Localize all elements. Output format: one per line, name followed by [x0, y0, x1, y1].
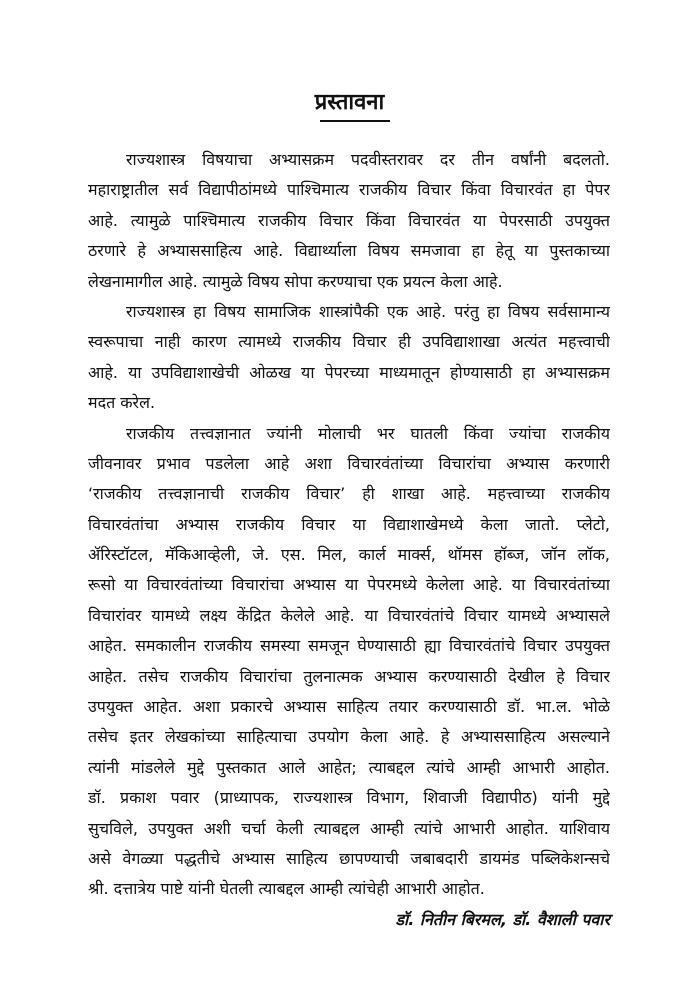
paragraph-line: तसेच इतर लेखकांच्या साहित्याचा उपयोग केला आहे. हे अभ्याससाहित्य असल्याने	[88, 727, 610, 747]
paragraph-line: आहे. त्यामुळे पाश्चिमात्य राजकीय विचार किंवा विचारवंत या पेपरसाठी उपयुक्त	[88, 210, 610, 230]
paragraph-line: विचारांवर यामध्ये लक्ष्य केंद्रित केलेले आहे. या विचारवंतांचे विचार यामध्ये अभ्यासले	[88, 605, 610, 625]
preface-content	[88, 145, 610, 935]
paragraph-line: आहेत. समकालीन राजकीय समस्या समजून घेण्यासाठी ह्या विचारवंतांचे विचार उपयुक्त	[88, 636, 610, 656]
preface-body	[88, 145, 610, 905]
paragraph-line: विचारवंतांचा अभ्यास राजकीय विचार या विद्याशाखेमध्ये केला जातो. प्लेटो,	[88, 514, 610, 534]
paragraph-line: मदत करेल.	[88, 393, 156, 413]
paragraph-line: आहे. या उपविद्याशाखेची ओळख या पेपरच्या माध्यमातून होण्यासाठी हा अभ्यासक्रम	[88, 362, 610, 382]
paragraph-line: राज्यशास्त्र हा विषय सामाजिक शास्त्रांपैकी एक आहे. परंतु हा विषय सर्वसामान्य	[126, 301, 610, 321]
paragraph-line: असे वेगळ्या पद्धतीचे अभ्यास साहित्य छापण्याची जबाबदारी डायमंड पब्लिकेशन्सचे	[88, 848, 610, 868]
paragraph-line: राजकीय तत्त्वज्ञानात ज्यांनी मोलाची भर घातली किंवा ज्यांचा राजकीय	[126, 423, 610, 443]
paragraph-line: उपयुक्त आहेत. अशा प्रकारचे अभ्यास साहित्य तयार करण्यासाठी डॉ. भा.ल. भोळे	[88, 697, 610, 717]
paragraph-line: रूसो या विचारवंतांच्या विचारांचा अभ्यास या पेपरमध्ये केलेला आहे. या विचारवंतांच्या	[88, 575, 610, 595]
page-title: प्रस्तावना	[314, 90, 385, 115]
paragraph-line: महाराष्ट्रातील सर्व विद्यापीठांमध्ये पाश्चिमात्य राजकीय विचार किंवा विचारवंत हा पेपर	[88, 180, 610, 200]
paragraph-line: त्यांनी मांडलेले मुद्दे पुस्तकात आले आहेत; त्याबद्दल त्यांचे आम्ही आभारी आहोत.	[88, 757, 610, 777]
paragraph-line: स्वरूपाचा नाही कारण त्यामध्ये राजकीय विचार ही उपविद्याशाखा अत्यंत महत्त्वाची	[88, 332, 610, 352]
paragraph-line: ठरणारे हे अभ्याससाहित्य आहे. विद्यार्थ्याला विषय समजावा हा हेतू या पुस्तकाच्या	[88, 241, 610, 261]
paragraph-line: ॲरिस्टॉटल, मॅकिआव्हेली, जे. एस. मिल, कार्ल मार्क्स, थॉमस हॉब्ज, जॉन लॉक,	[88, 545, 610, 565]
title-underline	[320, 120, 390, 122]
paragraph-line: ‘राजकीय तत्त्वज्ञानाची राजकीय विचार’ ही शाखा आहे. महत्त्वाच्या राजकीय	[88, 484, 610, 504]
paragraph-line: श्री. दत्तात्रेय पाष्टे यांनी घेतली त्याबद्दल आम्ही त्यांचेही आभारी आहोत.	[88, 879, 485, 899]
paragraph-line: लेखनामागील आहे. त्यामुळे विषय सोपा करण्याचा एक प्रयत्न केला आहे.	[88, 271, 503, 291]
paragraph-line: सुचविले, उपयुक्त अशी चर्चा केली त्याबद्दल आम्ही त्यांचे आभारी आहोत. याशिवाय	[88, 818, 610, 838]
paragraph-line: राज्यशास्त्र विषयाचा अभ्यासक्रम पदवीस्तरावर दर तीन वर्षांनी बदलतो.	[126, 150, 610, 169]
paragraph-line: डॉ. प्रकाश पवार (प्राध्यापक, राज्यशास्त्र विभाग, शिवाजी विद्यापीठ) यांनी मुद्दे	[88, 788, 610, 808]
author-signature: डॉ. नितीन बिरमल, डॉ. वैशाली पवार	[395, 909, 610, 929]
paragraph-line: जीवनावर प्रभाव पडलेला आहे अशा विचारवंतांच्या विचारांचा अभ्यास करणारी	[88, 453, 610, 473]
paragraph-line: आहेत. तसेच राजकीय विचारांचा तुलनात्मक अभ्यास करण्यासाठी देखील हे विचार	[88, 666, 610, 686]
